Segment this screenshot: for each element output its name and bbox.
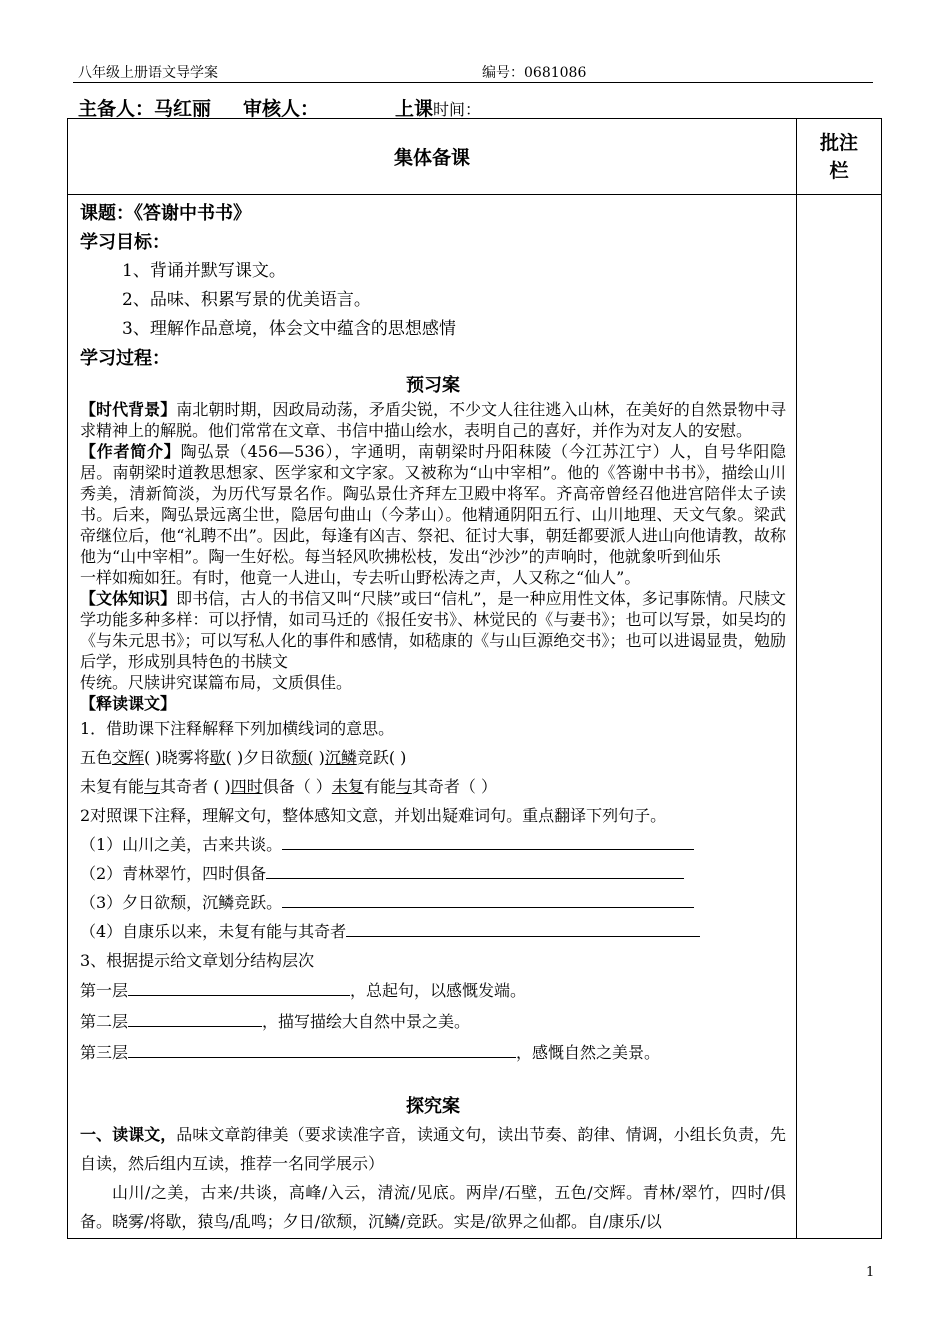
sentence: （2）青林翠竹，四时俱备 — [80, 864, 267, 883]
layer-label: 第二层 — [80, 1012, 129, 1031]
answer-line — [282, 891, 694, 908]
layer-hint: ，感慨自然之美景。 — [516, 1043, 661, 1062]
header-rule — [73, 82, 873, 83]
word-blank: 俱备（ ） — [262, 777, 332, 796]
table-title: 集体备课 — [68, 119, 797, 195]
topic-label: 课题： — [80, 203, 134, 224]
answer-line — [266, 862, 684, 879]
author-paragraph — [80, 441, 786, 567]
word-pre: 五色 — [80, 748, 113, 767]
explore-task — [80, 1120, 786, 1178]
meta-line — [78, 94, 481, 121]
topic-line — [80, 199, 786, 228]
sentence: （4）自康乐以来，未复有能与其奇者 — [80, 922, 347, 941]
explore-task-text: 品味文章韵律美（要求读准字音，读通文句，读出节奏、韵律、情调，小组长负责，先自读，然后组内互读，推荐一名同学展示） — [80, 1125, 786, 1173]
word-blank: ( ) — [225, 748, 244, 767]
sentence-row — [80, 888, 786, 917]
word-blank: 竞跃( ) — [356, 748, 407, 767]
answer-line — [128, 979, 350, 996]
goal-item: 2、品味、积累写景的优美语言。 — [122, 290, 371, 310]
layer-row — [80, 1037, 786, 1068]
layer-label: 第一层 — [80, 981, 129, 1000]
word-pre: 未复有能 — [80, 777, 145, 796]
background-tag: 【时代背景】 — [80, 400, 177, 419]
background-text: 南北朝时期，因政局动荡，矛盾尖锐，不少文人往往逃入山林，在美好的自然景物中寻求精神上的解脱。他们常常在文章、书信中描山绘水，表明自己的喜好，并作为对友人的安慰。 — [80, 400, 786, 440]
answer-line — [346, 920, 700, 937]
layer-row — [80, 975, 786, 1006]
explore-title: 探究案 — [406, 1096, 460, 1117]
word-pre: 夕日欲 — [243, 748, 292, 767]
note-column — [797, 195, 882, 1239]
genre-text: 即书信，古人的书信又叫“尺牍”或曰“信札”，是一种应用性文体，多记事陈情。尺牍文学功能多种多样：可以抒情，如司马迁的《报任安书》、林觉民的《与妻书》；也可以写景，如吴均的《与朱元思书》；可以写私人化的事件和感情，如嵇康的《与山巨源绝交书》；也可以进谒显贵，勉励后学，形成别具特色的书牍文 — [80, 589, 786, 671]
topic: 《答谢中书书》 — [134, 203, 251, 224]
sentence: （1）山川之美，古来共谈。 — [80, 835, 283, 854]
lesson-table — [67, 118, 882, 1239]
reading-tag: 【释读课文】 — [80, 694, 177, 713]
reviewer: 审核人： — [243, 98, 320, 120]
underlined-word: 与 — [144, 777, 161, 796]
class-time-suffix: 时间： — [433, 100, 482, 119]
author-text: 陶弘景（456—536），字通明，南朝梁时丹阳秣陵（今江苏江宁）人，自号华阳隐居。南朝梁时道教思想家、医学家和文字家。又被称为“山中宰相”。他的《答谢中书书》，描绘山川秀美，清新简淡，为历代写景名作。陶弘景仕齐拜左卫殿中将军。齐高帝曾经召他进宫陪伴太子读书。后来，陶弘景远离尘世，隐居句曲山（今茅山）。他精通阴阳五行、山川地理、天文气象。梁武帝继位后，他“礼聘不出”。因此，每逢有凶吉、祭祀、征讨大事，朝廷都要派人进山向他请教，故称他为“山中宰相”。陶一生好松。每当轻风吹拂松枝，发出“沙沙”的声响时，他就象听到仙乐 — [80, 442, 786, 566]
underlined-word: 四时 — [230, 777, 263, 796]
note-column-header — [797, 119, 882, 195]
layer-hint: ，总起句，以感慨发端。 — [350, 981, 527, 1000]
words-row-1 — [80, 743, 786, 772]
background-paragraph — [80, 399, 786, 441]
preview-title: 预习案 — [406, 375, 460, 396]
page-number: 1 — [866, 1265, 875, 1280]
sentence-row — [80, 830, 786, 859]
explore-task-bold: 一、读课文， — [80, 1125, 177, 1144]
header-right: 编号：0681086 — [482, 65, 587, 81]
goal-item: 1、背诵并默写课文。 — [122, 261, 286, 281]
goal-item: 3、理解作品意境，体会文中蕴含的思想感情 — [122, 319, 456, 339]
sentence-row — [80, 917, 786, 946]
question-1: 1．借助课下注释解释下列加横线词的意思。 — [80, 719, 395, 738]
answer-line — [128, 1041, 516, 1058]
word-blank: ) — [313, 748, 325, 767]
underlined-word: 与 — [395, 777, 412, 796]
sentence: （3）夕日欲颓，沉鳞竞跃。 — [80, 893, 283, 912]
goals-title: 学习目标： — [80, 232, 170, 253]
note-col-line2: 栏 — [829, 159, 849, 182]
author-continuation: 一样如痴如狂。有时，他竟一人进山，专去听山野松涛之声，人又称之“仙人”。 — [80, 568, 641, 587]
underlined-word: 歇 — [209, 748, 226, 767]
reading-passage: 山川/之美，古来/共谈，高峰/入云，清流/见底。两岸/石壁，五色/交辉。青林/翠竹，四时/俱备。晓雾/将歇，猿鸟/乱鸣；夕日/欲颓，沉鳞/竞跃。实是/欲界之仙都。自/康乐/以 — [80, 1183, 786, 1231]
underlined-word: 颓( — [291, 748, 314, 767]
class-time-label: 上课 — [395, 98, 434, 120]
author-tag: 【作者简介】 — [80, 442, 181, 461]
process-title: 学习过程： — [80, 348, 170, 369]
layer-row — [80, 1006, 786, 1037]
question-2: 2对照课下注释，理解文句，整体感知文意，并划出疑难词句。重点翻译下列句子。 — [80, 806, 667, 825]
words-row-2 — [80, 772, 786, 801]
word-pre: 晓雾将 — [161, 748, 210, 767]
layer-label: 第三层 — [80, 1043, 129, 1062]
sentence-row — [80, 859, 786, 888]
question-3: 3、根据提示给文章划分结构层次 — [80, 951, 315, 970]
preparer: 主备人：马红丽 — [78, 98, 212, 120]
word-blank: 其奇者 ( ) — [160, 777, 231, 796]
answer-line — [282, 833, 694, 850]
underlined-word: 未复 — [331, 777, 364, 796]
underlined-word: 交辉 — [112, 748, 145, 767]
genre-paragraph — [80, 588, 786, 672]
word-blank: 其奇者（ ） — [411, 777, 497, 796]
content-cell — [68, 195, 797, 1239]
underlined-word: 沉鳞 — [324, 748, 357, 767]
answer-line — [128, 1010, 262, 1027]
genre-continuation: 传统。尺牍讲究谋篇布局，文质俱佳。 — [80, 673, 353, 692]
genre-tag: 【文体知识】 — [80, 589, 177, 608]
note-col-line1: 批注 — [819, 131, 858, 154]
header-left: 八年级上册语文导学案 — [78, 65, 218, 81]
word-blank: ( ) — [144, 748, 162, 767]
layer-hint: ，描写描绘大自然中景之美。 — [262, 1012, 471, 1031]
word-text: 有能 — [363, 777, 396, 796]
